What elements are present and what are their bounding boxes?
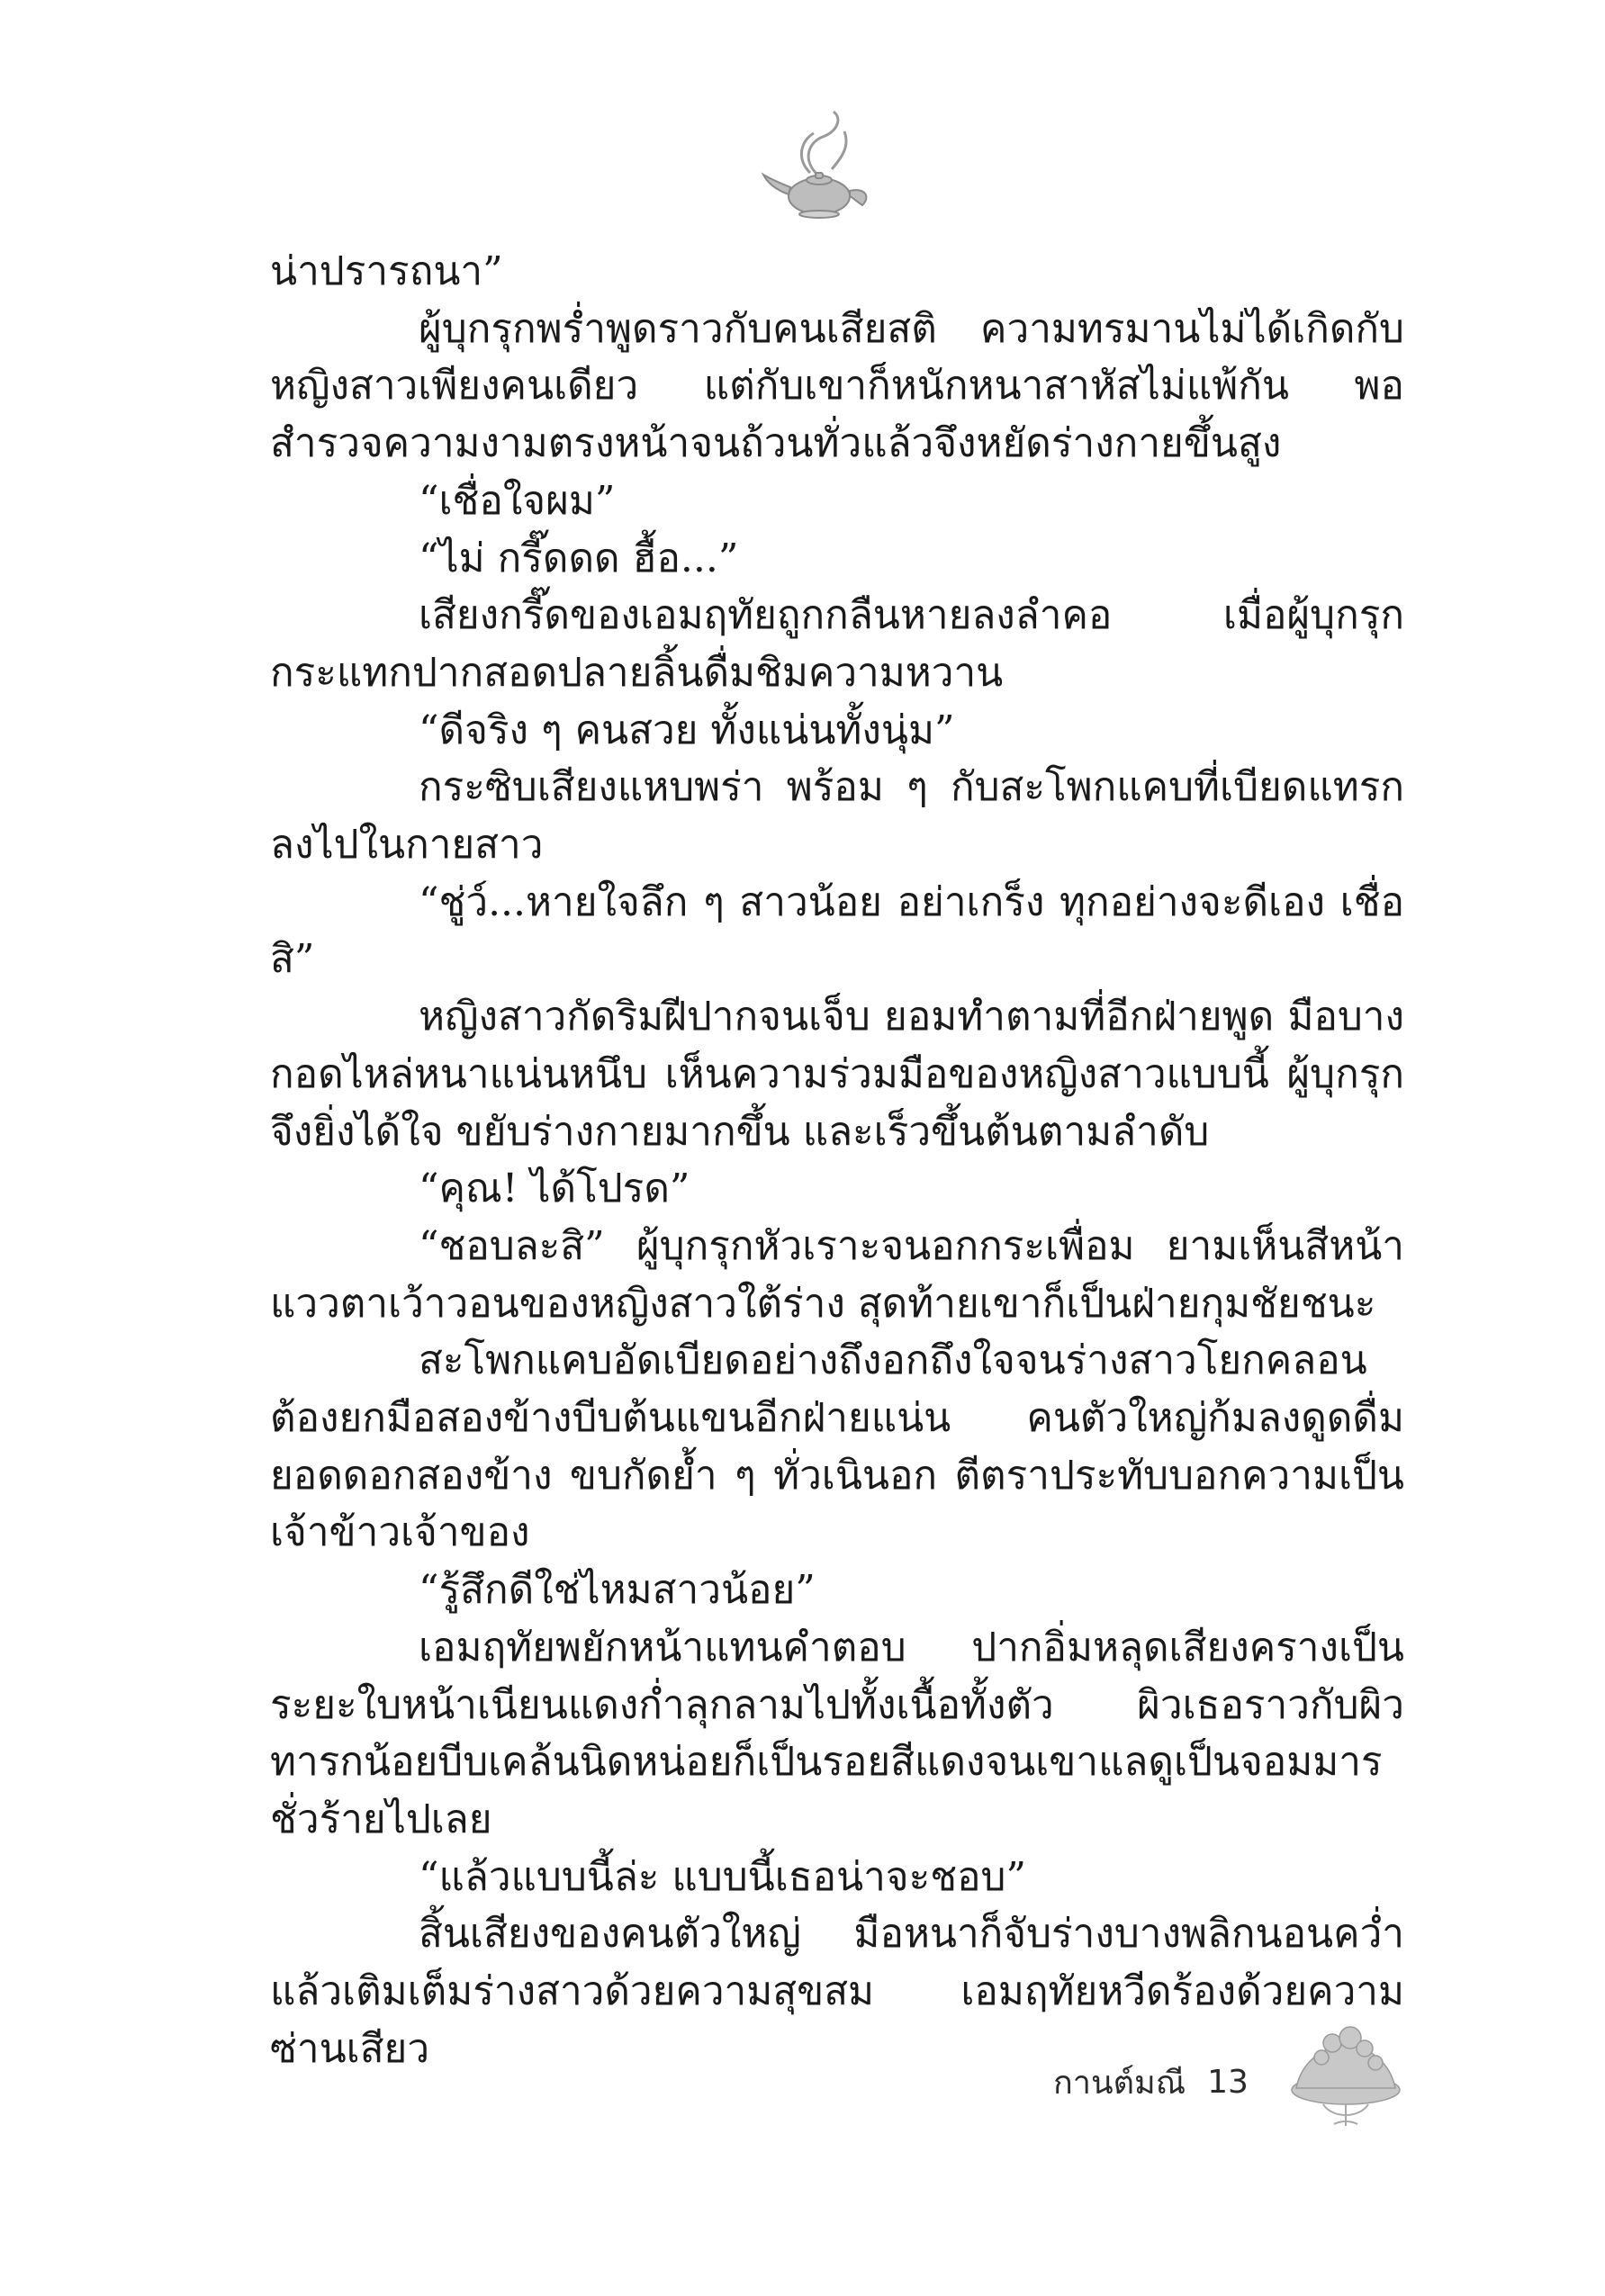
page-number: 13 [1207, 2064, 1249, 2101]
paragraph: สะโพกแคบอัดเบียดอย่างถึงอกถึงใจจนร่างสาวโยกคลอน ต้องยกมือสองข้างบีบต้นแขนอีกฝ่ายแน่น คนตัวใหญ่ก้มลงดูดดื่มยอดดอกสองข้าง ขบกัดย้ำ ๆ ทั่วเนินอก ตีตราประทับบอกความเป็นเจ้าข้าวเจ้าของ [270, 1337, 1404, 1556]
paragraph: สิ้นเสียงของคนตัวใหญ่ มือหนาก็จับร่างบางพลิกนอนคว่ำ แล้วเติมเต็มร่างสาวด้วยความสุขสม เอมฤทัยหวีดร้องด้วยความซ่านเสียว [270, 1911, 1404, 2072]
paragraph: เสียงกรี๊ดของเอมฤทัยถูกกลืนหายลงลำคอ เมื่อผู้บุกรุกกระแทกปากสอดปลายลิ้นดื่มชิมความหวาน [270, 592, 1404, 696]
page-footer [1053, 2057, 1249, 2108]
paragraph: “ชู่ว์...หายใจลึก ๆ สาวน้อย อย่าเกร็ง ทุกอย่างจะดีเอง เชื่อสิ” [270, 878, 1404, 983]
floral-ornament-icon [1278, 2007, 1413, 2133]
paragraph: หญิงสาวกัดริมฝีปากจนเจ็บ ยอมทำตามที่อีกฝ่ายพูด มือบางกอดไหล่หนาแน่นหนึบ เห็นความร่วมมือของหญิงสาวแบบนี้ ผู้บุกรุกจึงยิ่งได้ใจ ขยับร่างกายมากขึ้น และเร็วขึ้นต้นตามลำดับ [270, 994, 1404, 1155]
paragraph: “ดีจริง ๆ คนสวย ทั้งแน่นทั้งนุ่ม” [419, 707, 955, 753]
paragraph: “ชอบละสิ” ผู้บุกรุกหัวเราะจนอกกระเพื่อม ยามเห็นสีหน้าแววตาเว้าวอนของหญิงสาวใต้ร่าง สุดท้ายเขาก็เป็นฝ่ายกุมชัยชนะ [270, 1222, 1404, 1327]
paragraph: “คุณ! ได้โปรด” [419, 1166, 690, 1212]
book-title: กานต์มณี [1053, 2065, 1186, 2102]
body-text [270, 243, 1404, 2078]
paragraph: เอมฤทัยพยักหน้าแทนคำตอบ ปากอิ่มหลุดเสียงครางเป็นระยะใบหน้าเนียนแดงก่ำลุกลามไปทั้งเนื้อทั้งตัว ผิวเธอราวกับผิวทารกน้อยบีบเคล้นนิดหน่อยก็เป็นรอยสีแดงจนเขาแลดูเป็นจอมมารชั่วร้ายไปเลย [270, 1624, 1404, 1842]
paragraph: “เชื่อใจผม” [419, 477, 616, 524]
paragraph: น่าปรารถนา” [270, 248, 503, 294]
paragraph: “รู้สึกดีใช่ไหมสาวน้อย” [419, 1567, 816, 1614]
paragraph: ผู้บุกรุกพร่ำพูดราวกับคนเสียสติ ความทรมานไม่ได้เกิดกับหญิงสาวเพียงคนเดียว แต่กับเขาก็หนักหนาสาหัสไม่แพ้กัน พอสำรวจความงามตรงหน้าจนถ้วนทั่วแล้วจึงหยัดร่างกายขึ้นสูง [270, 305, 1404, 467]
paragraph: กระซิบเสียงแหบพร่า พร้อม ๆ กับสะโพกแคบที่เบียดแทรกลงไปในกายสาว [270, 764, 1404, 869]
paragraph: “ไม่ กรี๊ดดด ฮื้อ...” [419, 535, 739, 581]
paragraph: “แล้วแบบนี้ล่ะ แบบนี้เธอน่าจะชอบ” [419, 1853, 1026, 1900]
teapot-ornament-icon [756, 106, 882, 232]
